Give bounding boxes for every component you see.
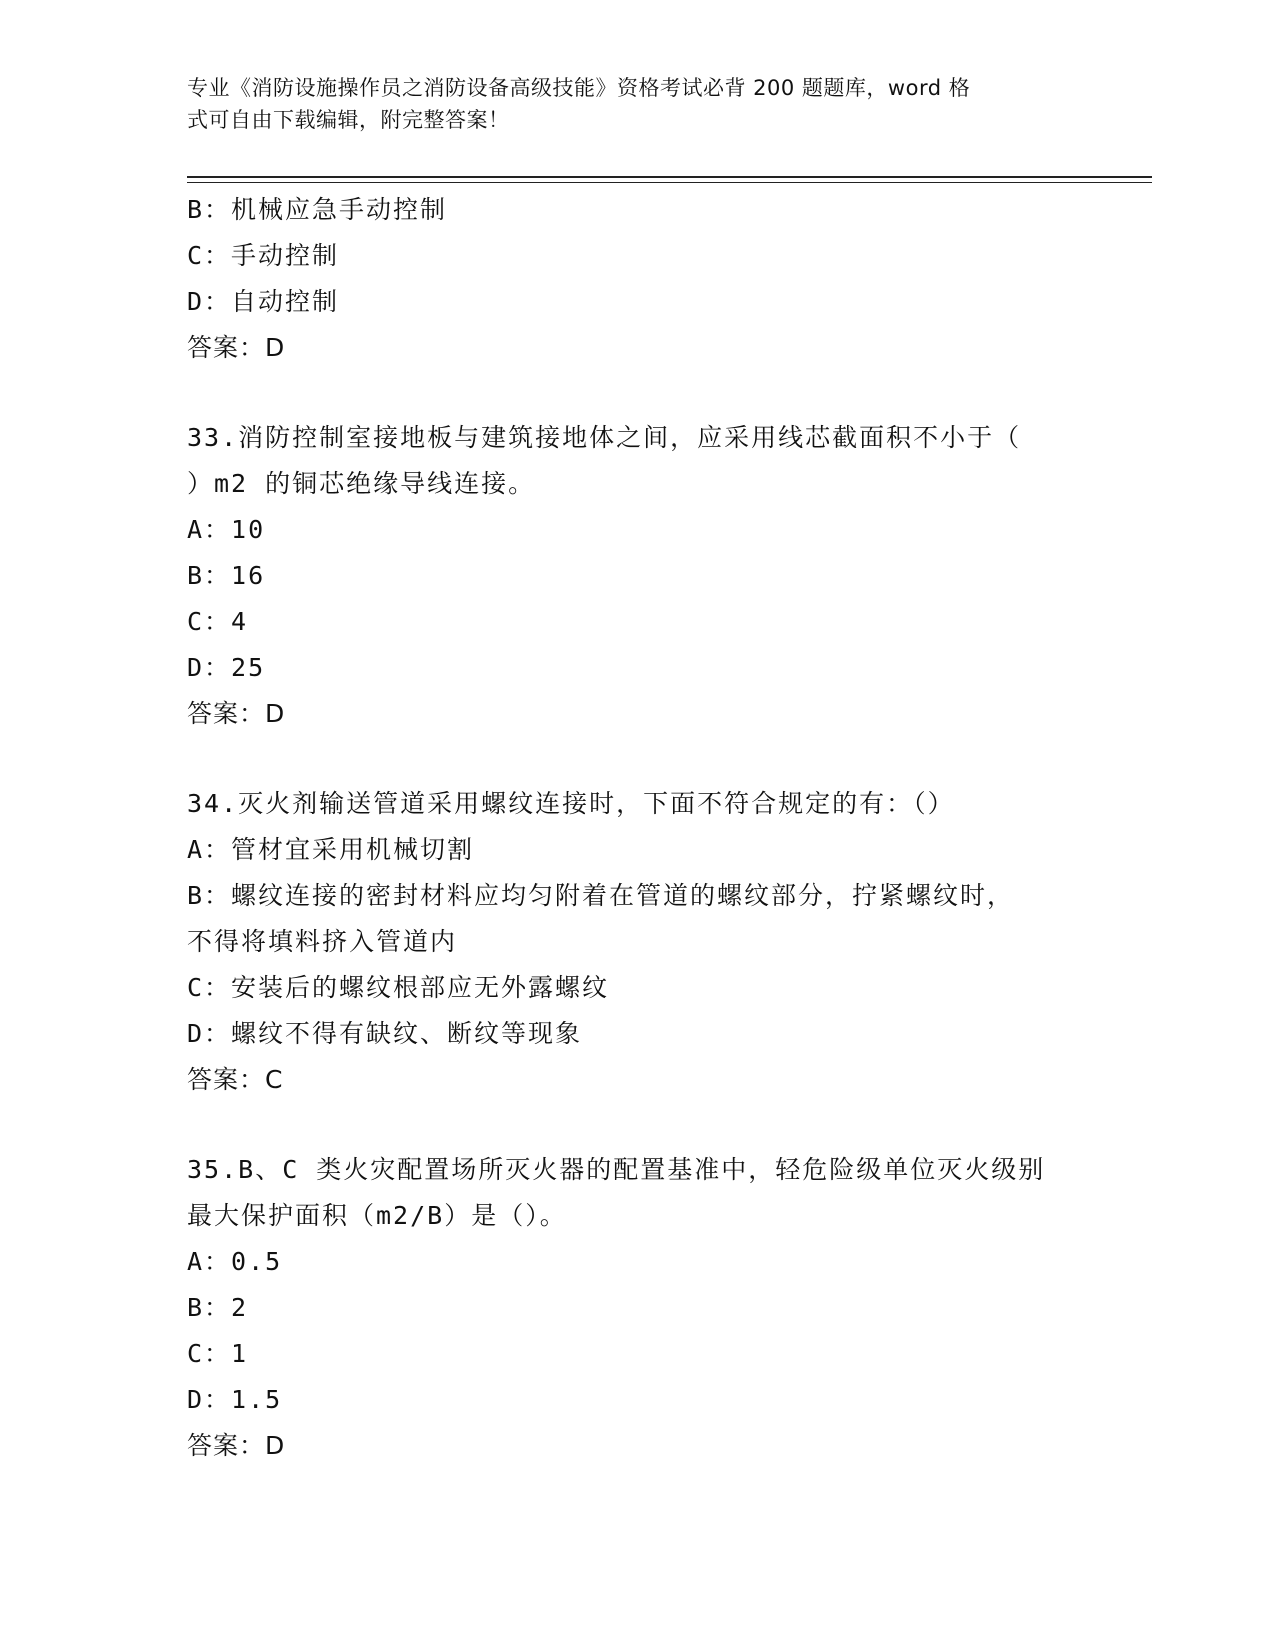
- spacer: [187, 1103, 1107, 1147]
- question-35: [187, 1147, 1107, 1469]
- answer-line: 答案：C: [187, 1065, 284, 1094]
- option-d: D：螺纹不得有缺纹、断纹等现象: [187, 1019, 583, 1048]
- option-d: D：自动控制: [187, 287, 340, 316]
- answer-line: 答案：D: [187, 333, 286, 362]
- option-c: C：1: [187, 1339, 249, 1368]
- question-text-line-2: 最大保护面积（m2/B）是（）。: [187, 1201, 567, 1230]
- document-header: [187, 72, 1067, 136]
- option-a: A：管材宜采用机械切割: [187, 835, 475, 864]
- question-text-line-1: 34.灭火剂输送管道采用螺纹连接时，下面不符合规定的有：（）: [187, 789, 955, 818]
- option-c: C：4: [187, 607, 249, 636]
- answer-line: 答案：D: [187, 699, 286, 728]
- question-32-tail: [187, 187, 1107, 371]
- header-title-line-2: 式可自由下载编辑，附完整答案！: [187, 108, 510, 132]
- option-c: C：安装后的螺纹根部应无外露螺纹: [187, 973, 610, 1002]
- answer-line: 答案：D: [187, 1431, 286, 1460]
- question-list: [187, 187, 1107, 1469]
- spacer: [187, 737, 1107, 781]
- question-text-line-1: 35.B、C 类火灾配置场所灭火器的配置基准中，轻危险级单位灭火级别: [187, 1155, 1046, 1184]
- question-34: [187, 781, 1107, 1103]
- question-text-line-1: 33.消防控制室接地板与建筑接地体之间，应采用线芯截面积不小于（: [187, 423, 1022, 452]
- header-divider-thick: [187, 176, 1152, 178]
- option-b-line-2: 不得将填料挤入管道内: [187, 927, 458, 956]
- question-text-line-2: ）m2 的铜芯绝缘导线连接。: [187, 469, 536, 498]
- header-title-line-1: 专业《消防设施操作员之消防设备高级技能》资格考试必背 200 题题库，word 格: [187, 76, 971, 100]
- spacer: [187, 371, 1107, 415]
- option-b: B：机械应急手动控制: [187, 195, 448, 224]
- option-a: A：0.5: [187, 1247, 283, 1276]
- option-c: C：手动控制: [187, 241, 340, 270]
- option-b-line-1: B：螺纹连接的密封材料应均匀附着在管道的螺纹部分，拧紧螺纹时，: [187, 881, 1015, 910]
- question-33: [187, 415, 1107, 737]
- option-d: D：1.5: [187, 1385, 283, 1414]
- option-d: D：25: [187, 653, 266, 682]
- option-b: B：2: [187, 1293, 249, 1322]
- option-b: B：16: [187, 561, 266, 590]
- option-a: A：10: [187, 515, 266, 544]
- header-divider-thin: [187, 182, 1152, 183]
